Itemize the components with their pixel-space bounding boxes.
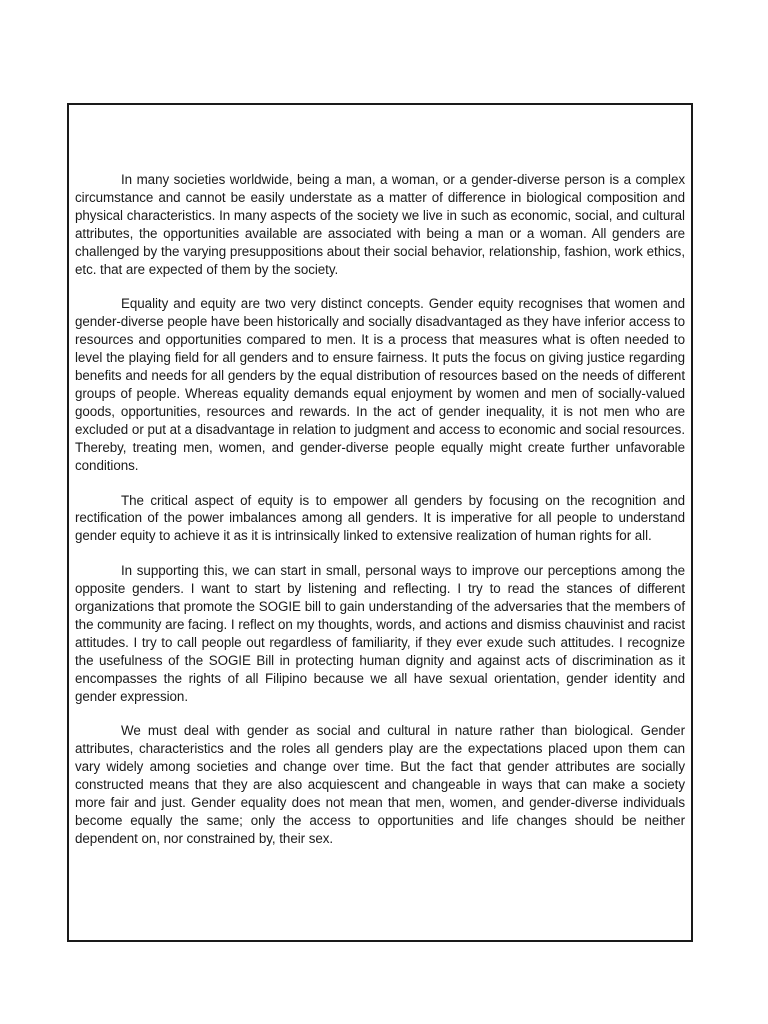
paragraph-2: Equality and equity are two very distinct concepts. Gender equity recognises that women and gender-diverse people have been historically and socially disadvantaged as they have inferior access to resources and opportunities compared to men. It is a process that measures what is often needed to level the playing field for all genders and to ensure fairness. It puts the focus on giving justice regarding benefits and needs for all genders by the equal distribution of resources based on the needs of different groups of people. Whereas equality demands equal enjoyment by women and men of socially-valued goods, opportunities, resources and rewards. In the act of gender inequality, it is not men who are excluded or put at a disadvantage in relation to judgment and access to economic and social resources. Thereby, treating men, women, and gender-diverse people equally might create further unfavorable conditions. — [75, 296, 685, 473]
paragraph-3: The critical aspect of equity is to empower all genders by focusing on the recognition and rectification of the power imbalances among all genders. It is imperative for all people to understand gender equity to achieve it as it is intrinsically linked to extensive realization of human rights for all. — [75, 492, 685, 544]
paragraph-5: We must deal with gender as social and cultural in nature rather than biological. Gender attributes, characteristics and the roles all genders play are the expectations placed upon them can vary widely among societies and change over time. But the fact that gender attributes are socially constructed means that they are also acquiescent and changeable in ways that can make a society more fair and just. Gender equality does not mean that men, women, and gender-diverse individuals become equally the same; only the access to opportunities and life changes should be neither dependent on, nor constrained by, their sex. — [75, 723, 685, 846]
paragraph-1: In many societies worldwide, being a man, a woman, or a gender-diverse person is a complex circumstance and cannot be easily understate as a matter of difference in biological composition and physical characteristics. In many aspects of the society we live in such as economic, social, and cultural attributes, the opportunities available are associated with being a man or a woman. All genders are challenged by the varying presuppositions about their social behavior, relationship, fashion, work ethics, etc. that are expected of them by the society. — [75, 172, 685, 277]
paragraph-4: In supporting this, we can start in small, personal ways to improve our perceptions among the opposite genders. I want to start by listening and reflecting. I try to read the stances of different organizations that promote the SOGIE bill to gain understanding of the adversaries that the members of the community are facing. I reflect on my thoughts, words, and actions and dismiss chauvinist and racist attitudes. I try to call people out regardless of familiarity, if they ever exude such attitudes. I recognize the usefulness of the SOGIE Bill in protecting human dignity and against acts of discrimination as it encompasses the rights of all Filipino because we all have sexual orientation, gender identity and gender expression. — [75, 563, 685, 704]
page-border-frame — [67, 103, 693, 942]
essay-body — [75, 171, 685, 865]
